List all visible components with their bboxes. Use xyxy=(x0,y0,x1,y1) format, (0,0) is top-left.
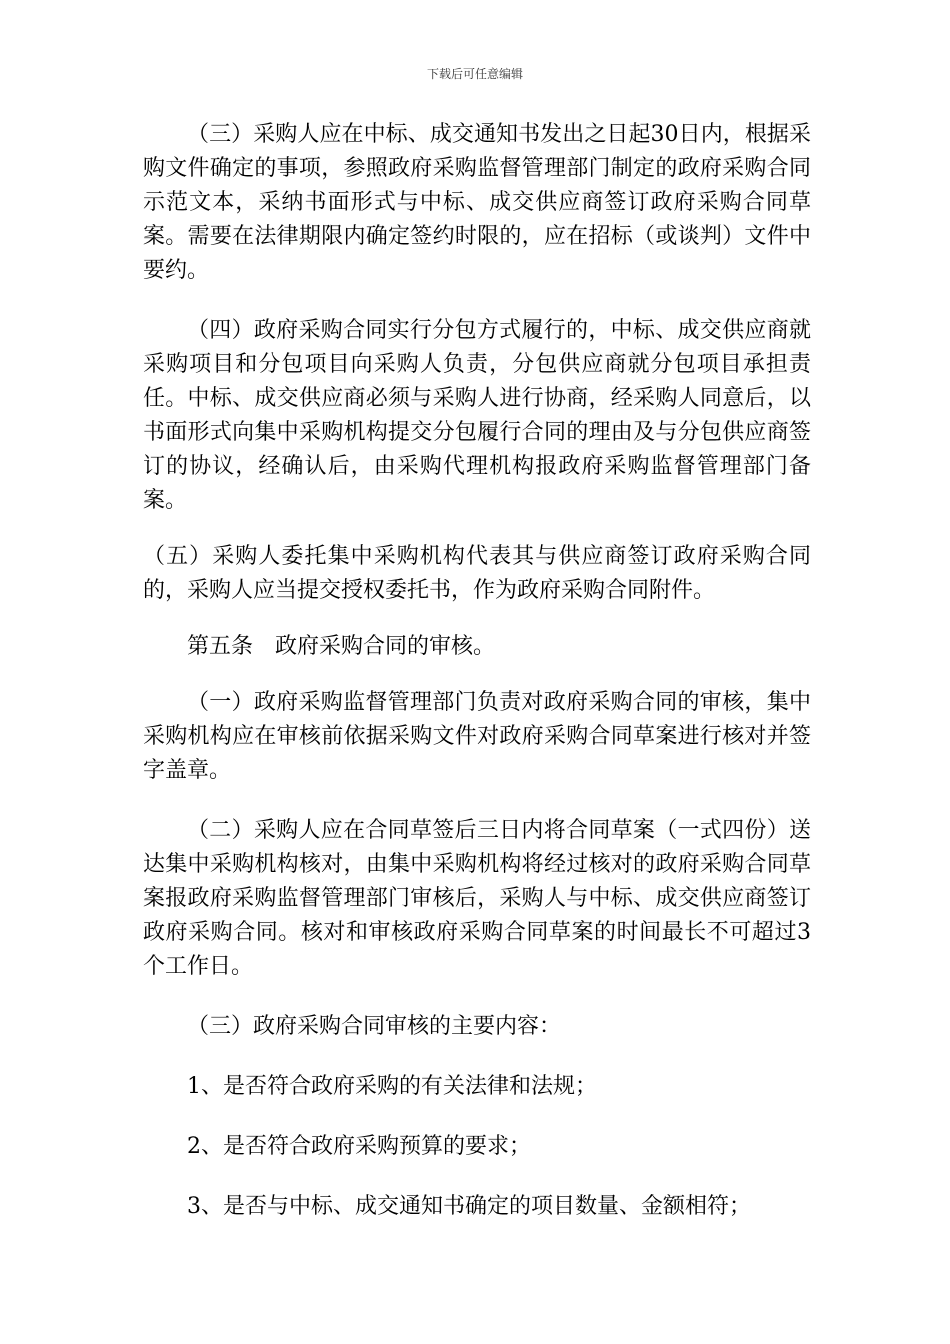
paragraph-review-3: （三）政府采购合同审核的主要内容： xyxy=(187,1014,562,1039)
page-header: 下载后可任意编辑 xyxy=(426,67,523,81)
document-body xyxy=(143,118,811,1224)
list-item-2: 2、是否符合政府采购预算的要求； xyxy=(187,1134,531,1159)
list-item-3: 3、是否与中标、成交通知书确定的项目数量、金额相符； xyxy=(187,1194,751,1219)
paragraph-3: （三）采购人应在中标、成交通知书发出之日起30日内，根据采购文件确定的事项，参照政府采购监督管理部门制定的政府采购合同示范文本，采纳书面形式与中标、成交供应商签订政府采购合同草案。需要在法律期限内确定签约时限的，应在招标（或谈判）文件中要约。 xyxy=(143,122,811,283)
paragraph-review-1: （一）政府采购监督管理部门负责对政府采购合同的审核，集中采购机构应在审核前依据采购文件对政府采购合同草案进行核对并签字盖章。 xyxy=(143,690,811,783)
article-5-heading: 第五条 政府采购合同的审核。 xyxy=(187,634,496,659)
list-item-1: 1、是否符合政府采购的有关法律和法规； xyxy=(187,1074,597,1099)
paragraph-5: （五）采购人委托集中采购机构代表其与供应商签订政府采购合同的，采购人应当提交授权委托书，作为政府采购合同附件。 xyxy=(143,544,811,603)
paragraph-4: （四）政府采购合同实行分包方式履行的，中标、成交供应商就采购项目和分包项目向采购人负责，分包供应商就分包项目承担责任。中标、成交供应商必须与采购人进行协商，经采购人同意后，以书面形式向集中采购机构提交分包履行合同的理由及与分包供应商签订的协议，经确认后，由采购代理机构报政府采购监督管理部门备案。 xyxy=(143,318,811,513)
paragraph-review-2: （二）采购人应在合同草签后三日内将合同草案（一式四份）送达集中采购机构核对，由集中采购机构将经过核对的政府采购合同草案报政府采购监督管理部门审核后，采购人与中标、成交供应商签订政府采购合同。核对和审核政府采购合同草案的时间最长不可超过3个工作日。 xyxy=(143,818,811,979)
